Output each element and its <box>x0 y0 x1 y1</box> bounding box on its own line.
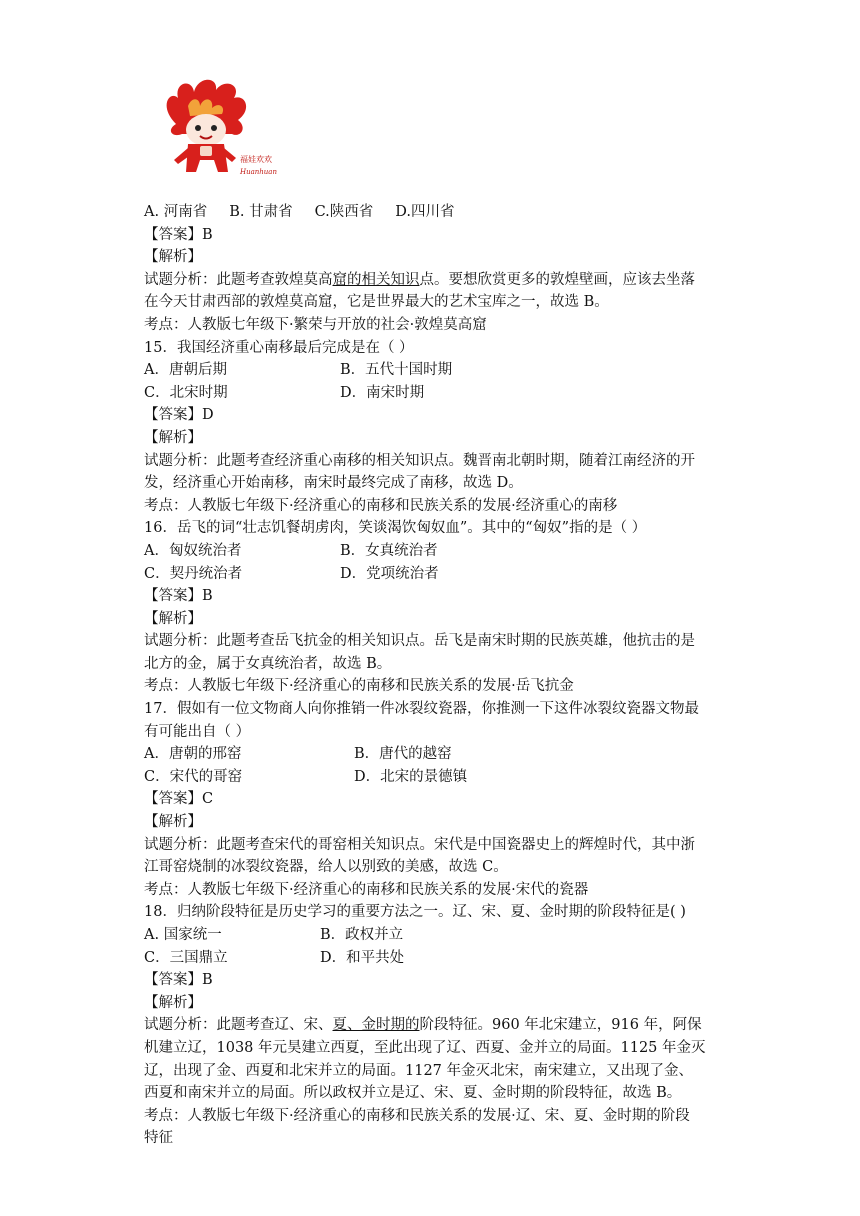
q18-options-row-1 <box>144 924 724 947</box>
q16-analysis-line-1: 试题分析：此题考查岳飞抗金的相关知识点。岳飞是南宋时期的民族英雄，他抗击的是 <box>144 633 695 650</box>
q18-option-b: B．政权并立 <box>320 927 404 943</box>
q17-options-row-1 <box>144 743 724 766</box>
q15-analysis-line-2: 发，经济重心开始南移，南宋时最终完成了南移，故选 D。 <box>144 475 523 492</box>
q16-analysis-heading: 【解析】 <box>144 610 202 627</box>
q17-option-a: A．唐朝的邢窑 <box>144 746 242 763</box>
q16-option-b: B．女真统治者 <box>340 542 438 559</box>
q14-option-c: C.陕西省 <box>314 204 374 220</box>
q18-option-a: A. 国家统一 <box>144 927 222 943</box>
q14-answer: 【答案】B <box>144 226 213 243</box>
q14-knowledge-point: 考点：人教版七年级下·繁荣与开放的社会·敦煌莫高窟 <box>144 316 487 333</box>
document-body <box>144 201 724 1150</box>
q16-options-row-2 <box>144 563 724 586</box>
q14-option-a: A. 河南省 <box>144 204 208 220</box>
q18-analysis-heading: 【解析】 <box>144 994 202 1011</box>
q16-option-d: D．党项统治者 <box>340 565 439 582</box>
q16-answer: 【答案】B <box>144 588 213 605</box>
q14-analysis-line-2: 在今天甘肃西部的敦煌莫高窟，它是世界最大的艺术宝库之一，故选 B。 <box>144 294 609 311</box>
q17-analysis-heading: 【解析】 <box>144 814 202 831</box>
q17-answer: 【答案】C <box>144 791 214 808</box>
q15-option-d: D．南宋时期 <box>340 384 425 401</box>
q15-options-row-1 <box>144 359 724 382</box>
q17-option-d: D．北宋的景德镇 <box>354 768 468 785</box>
q15-option-c: C．北宋时期 <box>144 384 228 401</box>
q17-analysis-line-1: 试题分析：此题考查宋代的哥窑相关知识点。宋代是中国瓷器史上的辉煌时代，其中浙 <box>144 836 695 853</box>
q15-knowledge-point: 考点：人教版七年级下·经济重心的南移和民族关系的发展·经济重心的南移 <box>144 497 618 514</box>
q18-answer: 【答案】B <box>144 972 213 989</box>
q14-option-d: D.四川省 <box>395 204 455 220</box>
q18-option-c: C．三国鼎立 <box>144 949 228 966</box>
q16-question: 16．岳飞的词“壮志饥餐胡虏肉，笑谈渴饮匈奴血”。其中的“匈奴”指的是（ ） <box>144 520 647 537</box>
q16-analysis-line-2: 北方的金，属于女真统治者，故选 B。 <box>144 655 392 672</box>
q17-options-row-2 <box>144 766 724 789</box>
q18-knowledge-point-line-1: 考点：人教版七年级下·经济重心的南移和民族关系的发展·辽、宋、夏、金时期的阶段 <box>144 1107 690 1124</box>
q18-analysis-line-3: 辽，出现了金、西夏和北宋并立的局面。1127 年金灭北宋，南宋建立，又出现了金、 <box>144 1062 694 1079</box>
q15-option-b: B．五代十国时期 <box>340 362 453 379</box>
q17-option-b: B．唐代的越窑 <box>354 746 452 763</box>
q15-option-a: A．唐朝后期 <box>144 362 227 379</box>
q17-question-line-1: 17．假如有一位文物商人向你推销一件冰裂纹瓷器，你推测一下这件冰裂纹瓷器文物最 <box>144 701 699 718</box>
q16-option-a: A．匈奴统治者 <box>144 542 242 559</box>
underlined-text: 夏、金时期的 <box>332 1017 420 1034</box>
q14-options <box>144 201 724 224</box>
q18-analysis-line-4: 西夏和南宋并立的局面。所以政权并立是辽、宋、夏、金时期的阶段特征，故选 B。 <box>144 1085 682 1102</box>
mascot-image <box>148 76 277 188</box>
q18-analysis-line-2: 机建立辽，1038 年元昊建立西夏，至此出现了辽、西夏、金并立的局面。1125 年金灭 <box>144 1039 706 1056</box>
underlined-text: 窟的相关知识 <box>332 271 420 288</box>
q16-knowledge-point: 考点：人教版七年级下·经济重心的南移和民族关系的发展·岳飞抗金 <box>144 678 574 695</box>
q17-option-c: C．宋代的哥窑 <box>144 768 243 785</box>
q14-analysis-heading: 【解析】 <box>144 249 202 266</box>
q18-question: 18．归纳阶段特征是历史学习的重要方法之一。辽、宋、夏、金时期的阶段特征是( ) <box>144 904 686 921</box>
q18-analysis-line-1: 试题分析：此题考查辽、宋、夏、金时期的阶段特征。960 年北宋建立，916 年，阿保 <box>144 1017 702 1034</box>
q15-analysis-line-1: 试题分析：此题考查经济重心南移的相关知识点。魏晋南北朝时期，随着江南经济的开 <box>144 452 695 469</box>
svg-text:福娃欢欢 <box>240 154 272 164</box>
mascot-caption-en: Huanhuan <box>240 168 277 176</box>
q16-option-c: C．契丹统治者 <box>144 565 243 582</box>
q14-analysis-line-1: 试题分析：此题考查敦煌莫高窟的相关知识点。要想欣赏更多的敦煌壁画，应该去坐落 <box>144 271 695 288</box>
q14-option-b: B. 甘肃省 <box>229 204 293 220</box>
mascot-caption-cn: 福娃欢欢 <box>240 155 272 164</box>
q17-question-line-2: 有可能出自（ ） <box>144 723 251 740</box>
q18-options-row-2 <box>144 947 724 970</box>
q17-knowledge-point: 考点：人教版七年级下·经济重心的南移和民族关系的发展·宋代的瓷器 <box>144 881 589 898</box>
q16-options-row-1 <box>144 540 724 563</box>
q15-answer: 【答案】D <box>144 407 214 424</box>
q15-options-row-2 <box>144 382 724 405</box>
svg-text:Huanhuan <box>239 168 277 176</box>
q15-analysis-heading: 【解析】 <box>144 429 202 446</box>
q15-question: 15．我国经济重心南移最后完成是在（ ） <box>144 339 414 356</box>
q17-analysis-line-2: 江哥窑烧制的冰裂纹瓷器，给人以别致的美感，故选 C。 <box>144 859 508 876</box>
q18-knowledge-point-line-2: 特征 <box>144 1130 173 1147</box>
q18-option-d: D．和平共处 <box>320 949 405 966</box>
